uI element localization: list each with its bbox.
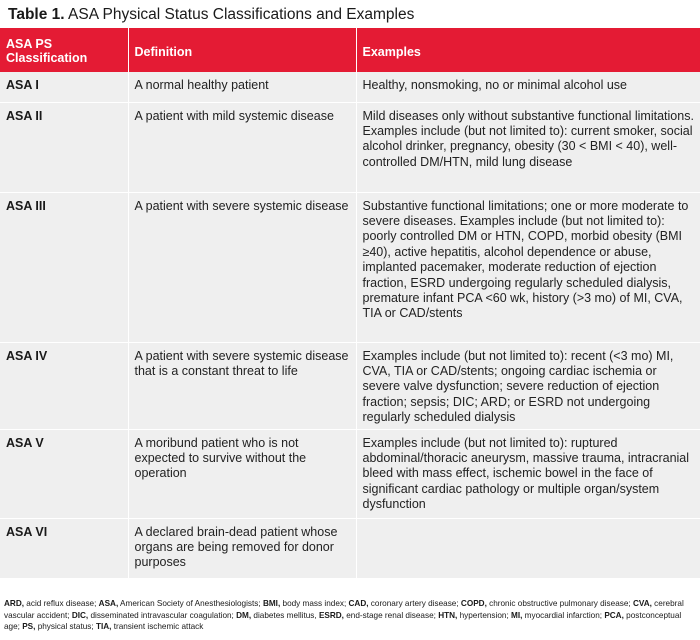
classification-cell: ASA II	[0, 102, 128, 192]
footnote-definition: end-stage renal disease;	[343, 610, 439, 620]
footnote-abbr: ARD,	[4, 599, 25, 608]
header-classification: ASA PS Classification	[0, 28, 128, 72]
footnote-abbr: PCA,	[604, 610, 624, 620]
footnote-definition: postconceptual age;	[4, 610, 682, 631]
definition-cell: A patient with severe systemic disease	[128, 192, 356, 342]
table-number: Table 1.	[8, 6, 65, 23]
table-row	[0, 102, 700, 192]
footnote-definition: American Society of Anesthesiologists;	[118, 599, 263, 608]
table-row	[0, 518, 700, 578]
definition-cell: A moribund patient who is not expected to survive without the operation	[128, 429, 356, 518]
classification-cell: ASA IV	[0, 342, 128, 429]
footnote-definition: myocardial infarction;	[522, 610, 605, 620]
header-examples: Examples	[356, 28, 700, 72]
table-row	[0, 72, 700, 102]
footnote-abbr: TIA,	[95, 622, 112, 631]
examples-cell: Mild diseases only without substantive functional limitations. Examples include (but not limited to): current smoker, social alcohol drinker, pregnancy, obesity (30 < BMI < 40), well-controlled DM/HTN, mild lung disease	[356, 102, 700, 192]
footnote-abbr: ESRD,	[318, 610, 344, 620]
footnote-definition: body mass index;	[280, 599, 349, 608]
definition-cell: A declared brain-dead patient whose organs are being removed for donor purposes	[128, 518, 356, 578]
classification-cell: ASA V	[0, 429, 128, 518]
footnote-abbr: CVA,	[632, 599, 652, 608]
classification-cell: ASA III	[0, 192, 128, 342]
footnote-definition: hypertension;	[457, 610, 512, 620]
classification-cell: ASA I	[0, 72, 128, 102]
examples-cell: Examples include (but not limited to): ruptured abdominal/thoracic aneurysm, massive trauma, intracranial bleed with mass effect, ischemic bowel in the face of significant cardiac pathology or multiple organ/system dysfunction	[356, 429, 700, 518]
footnote-definition: coronary artery disease;	[368, 599, 461, 608]
examples-cell	[356, 518, 700, 578]
footnote-definition: physical status;	[35, 622, 96, 631]
footnote-definition: transient ischemic attack	[111, 622, 204, 631]
footnote-abbr: HTN,	[438, 610, 458, 620]
table-row	[0, 429, 700, 518]
definition-cell: A patient with severe systemic disease that is a constant threat to life	[128, 342, 356, 429]
examples-cell: Substantive functional limitations; one or more moderate to severe diseases. Examples include (but not limited to): poorly controlled DM or HTN, COPD, morbid obesity (BMI ≥40), active hepatitis, alcohol dependence or abuse, implanted pacemaker, moderate reduction of ejection fraction, ESRD undergoing regularly scheduled dialysis, premature infant PCA <60 wk, history (>3 mo) of MI, CVA, TIA or CAD/stents	[356, 192, 700, 342]
footnote-abbr: COPD,	[460, 599, 487, 608]
table-row	[0, 192, 700, 342]
footnote-definition: disseminated intravascular coagulation;	[88, 610, 237, 620]
examples-cell: Examples include (but not limited to): recent (<3 mo) MI, CVA, TIA or CAD/stents; ongoing cardiac ischemia or severe valve dysfunction; severe reduction of ejection fraction; sepsis; DIC; ARD; or ESRD not undergoing regularly scheduled dialysis	[356, 342, 700, 429]
table-title	[8, 5, 414, 25]
classification-cell: ASA VI	[0, 518, 128, 578]
abbreviations-footnote	[4, 598, 696, 633]
footnote-abbr: PS,	[22, 622, 36, 631]
definition-cell: A patient with mild systemic disease	[128, 102, 356, 192]
footnote-abbr: MI,	[511, 610, 523, 620]
asa-classification-table	[0, 28, 700, 579]
footnote-definition: acid reflux disease;	[24, 599, 99, 608]
footnote-abbr: BMI,	[262, 599, 281, 608]
table-title-text: ASA Physical Status Classifications and Examples	[68, 6, 415, 23]
footnote-definition: chronic obstructive pulmonary disease;	[486, 599, 633, 608]
footnote-abbr: CAD,	[348, 599, 369, 608]
definition-cell: A normal healthy patient	[128, 72, 356, 102]
table-row	[0, 342, 700, 429]
footnote-abbr: DM,	[236, 610, 252, 620]
footnote-abbr: ASA,	[98, 599, 119, 608]
header-definition: Definition	[128, 28, 356, 72]
footnote-abbr: DIC,	[71, 610, 89, 620]
footnote-definition: diabetes mellitus,	[251, 610, 319, 620]
table-header-row	[0, 28, 700, 72]
examples-cell: Healthy, nonsmoking, no or minimal alcohol use	[356, 72, 700, 102]
footnote-definition: cerebral vascular accident;	[4, 599, 684, 620]
